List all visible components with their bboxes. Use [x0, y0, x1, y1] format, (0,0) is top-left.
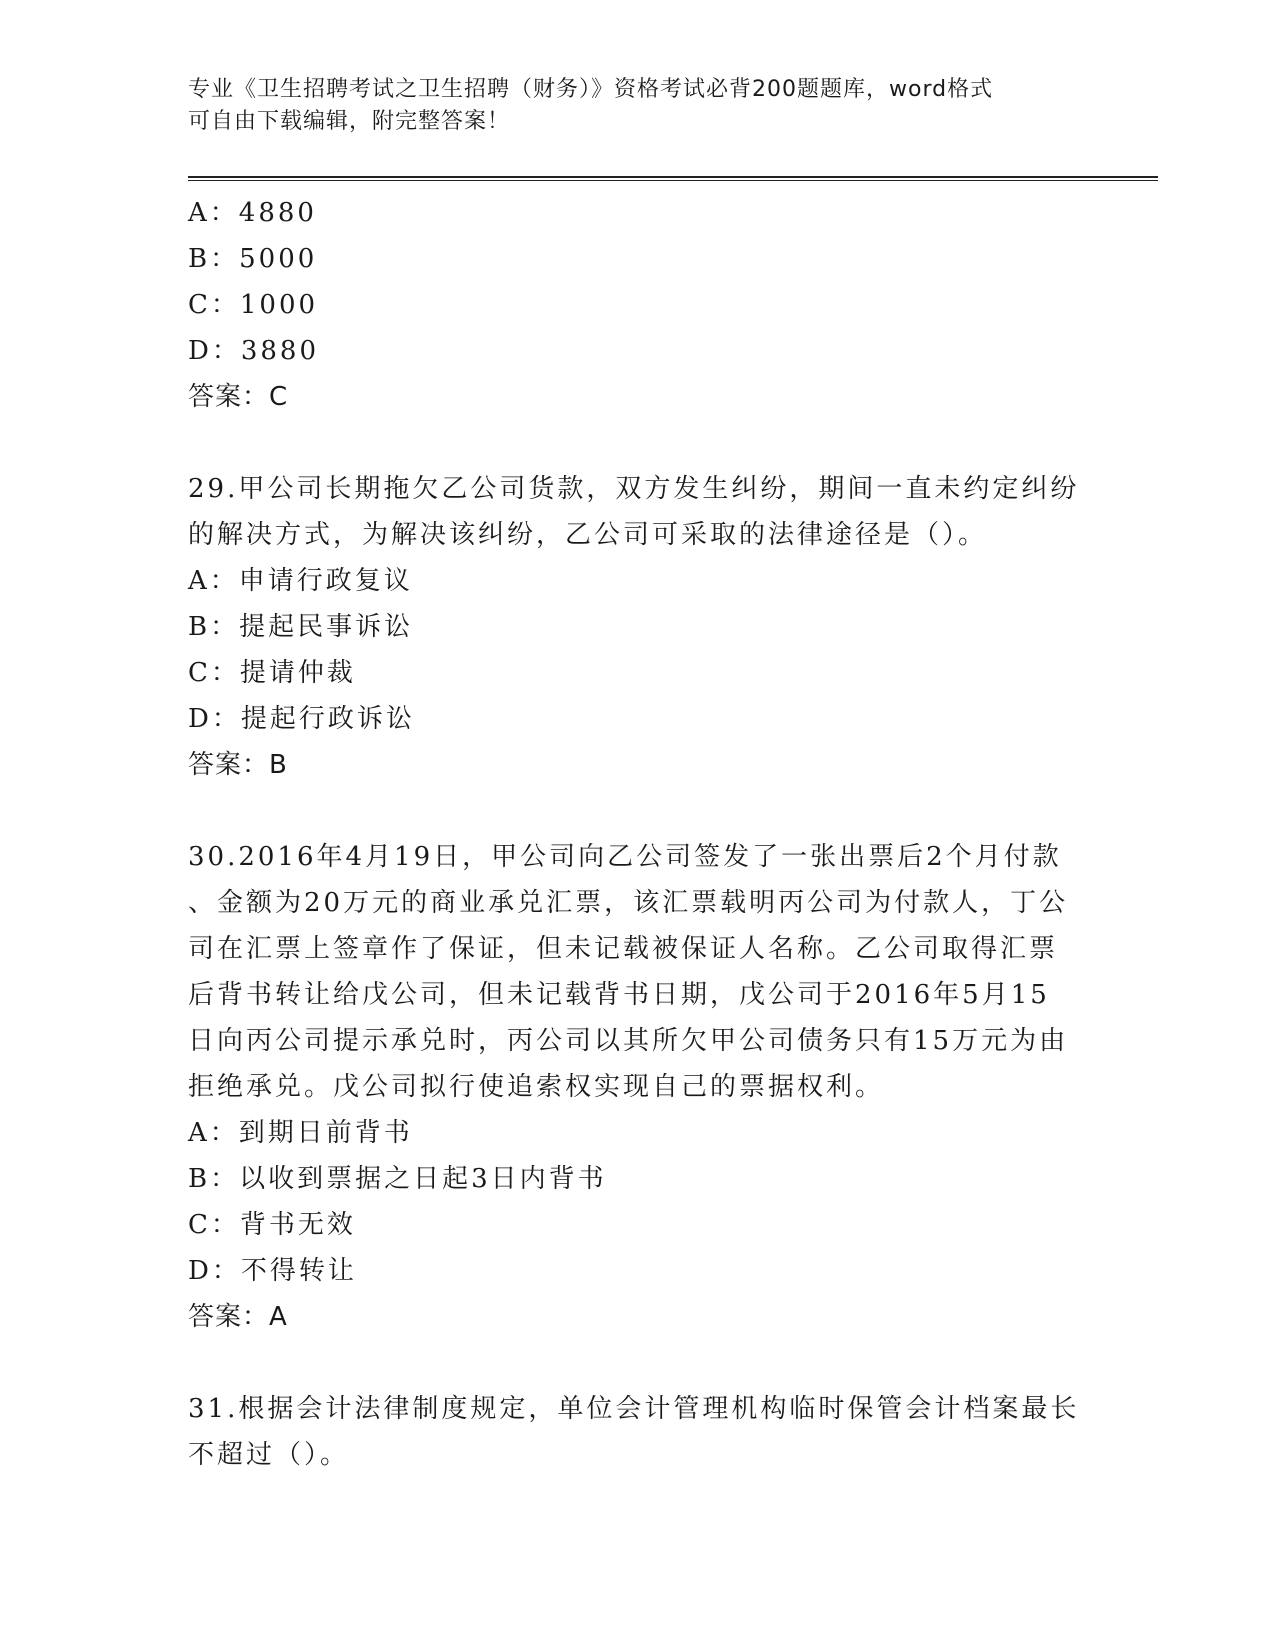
page-header [188, 74, 1068, 138]
option-d: D：提起行政诉讼 [188, 704, 415, 734]
option-a: A：4880 [188, 198, 317, 228]
header-title-line-2: 可自由下载编辑，附完整答案！ [188, 109, 511, 134]
option-c: C：1000 [188, 290, 319, 320]
answer: 答案：A [188, 1302, 288, 1332]
question-31 [188, 1386, 1088, 1478]
answer: 答案：C [188, 382, 289, 412]
option-b: B：以收到票据之日起3日内背书 [188, 1164, 607, 1194]
header-title-line-1: 专业《卫生招聘考试之卫生招聘（财务）》资格考试必背200题题库，word格式 [188, 77, 994, 102]
header-divider [188, 176, 1158, 181]
question-28-continued [188, 190, 1088, 420]
option-b: B：提起民事诉讼 [188, 612, 414, 642]
option-a: A：到期日前背书 [188, 1118, 413, 1148]
option-a: A：申请行政复议 [188, 566, 413, 596]
question-text-line: 30.2016年4月19日，甲公司向乙公司签发了一张出票后2个月付款 [188, 842, 1062, 872]
question-text-line: 29.甲公司长期拖欠乙公司货款，双方发生纠纷，期间一直未约定纠纷 [188, 474, 1080, 504]
question-text-line: 31.根据会计法律制度规定，单位会计管理机构临时保管会计档案最长 [188, 1394, 1080, 1424]
question-text-line: 不超过（）。 [188, 1440, 350, 1470]
option-d: D：不得转让 [188, 1256, 357, 1286]
question-text-line: 后背书转让给戊公司，但未记载背书日期，戊公司于2016年5月15 [188, 980, 1050, 1010]
option-c: C：提请仲裁 [188, 658, 356, 688]
answer: 答案：B [188, 750, 288, 780]
question-text-line: 、金额为20万元的商业承兑汇票，该汇票载明丙公司为付款人，丁公 [188, 888, 1069, 918]
question-29 [188, 466, 1088, 788]
question-30 [188, 834, 1088, 1340]
option-b: B：5000 [188, 244, 318, 274]
option-d: D：3880 [188, 336, 320, 366]
question-list [188, 190, 1088, 1478]
question-text-line: 的解决方式，为解决该纠纷，乙公司可采取的法律途径是（）。 [188, 520, 988, 550]
option-c: C：背书无效 [188, 1210, 356, 1240]
question-text-line: 日向丙公司提示承兑时，丙公司以其所欠甲公司债务只有15万元为由 [188, 1026, 1069, 1056]
question-text-line: 拒绝承兑。戊公司拟行使追索权实现自己的票据权利。 [188, 1072, 885, 1102]
question-text-line: 司在汇票上签章作了保证，但未记载被保证人名称。乙公司取得汇票 [188, 934, 1059, 964]
